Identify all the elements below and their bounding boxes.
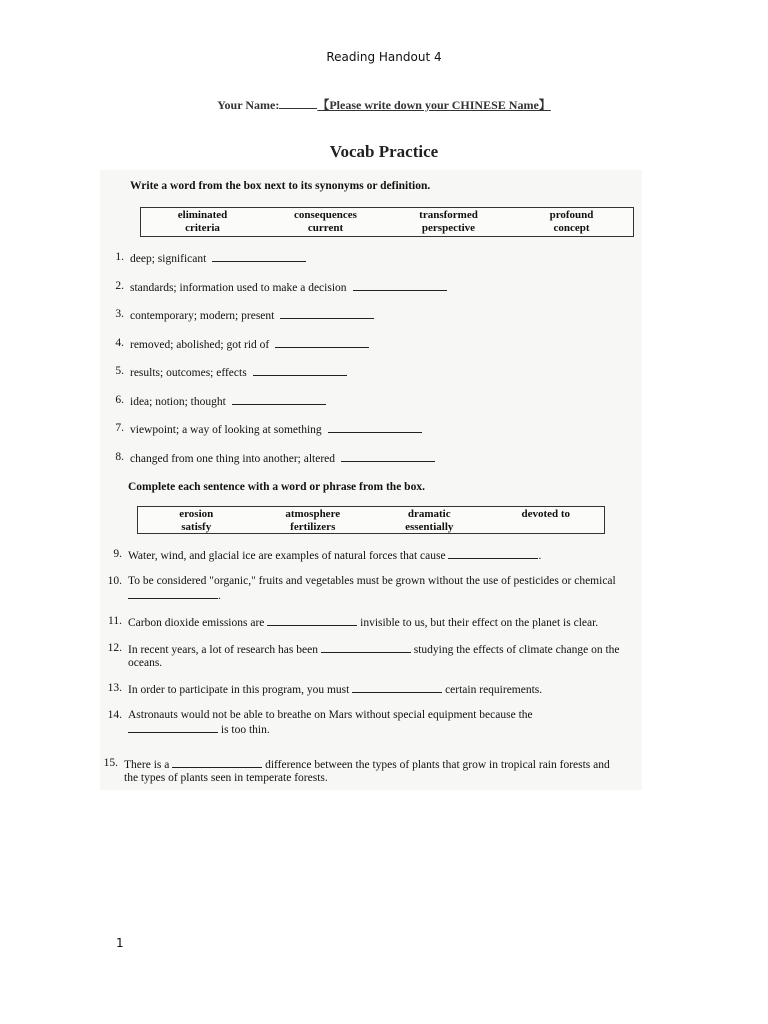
answer-blank[interactable] <box>353 280 447 291</box>
part1-instruction: Write a word from the box next to its synonyms or definition. <box>130 180 431 192</box>
list-item: 12. In recent years, a lot of research has been studying the effects of climate change on the oceans. <box>107 642 620 669</box>
answer-blank[interactable] <box>232 394 326 405</box>
answer-blank[interactable] <box>128 722 218 733</box>
word-box-cell: profound concept <box>549 209 594 234</box>
list-item: 3. contemporary; modern; present <box>130 308 374 323</box>
page-number: 1 <box>116 936 124 950</box>
word-box-cell: consequences current <box>294 209 357 234</box>
list-item: 14. Astronauts would not be able to breathe on Mars without special equipment because the is too thin. <box>107 709 533 736</box>
list-item: 9. Water, wind, and glacial ice are examples of natural forces that cause . <box>113 548 542 562</box>
part2-instruction: Complete each sentence with a word or phrase from the box. <box>128 481 425 493</box>
answer-blank[interactable] <box>352 682 442 693</box>
answer-blank[interactable] <box>128 588 218 599</box>
answer-blank[interactable] <box>280 308 374 319</box>
list-item: 2. standards; information used to make a decision <box>130 280 447 295</box>
list-item: 1. deep; significant <box>130 251 306 266</box>
word-box-2 <box>137 506 605 534</box>
word-box-1 <box>140 207 634 237</box>
list-item: 11. Carbon dioxide emissions are invisible to us, but their effect on the planet is clear. <box>108 615 599 629</box>
name-label: Your Name: <box>217 98 280 112</box>
answer-blank[interactable] <box>275 337 369 348</box>
word-box-cell: transformed perspective <box>419 209 478 234</box>
list-item: 10. To be considered "organic," fruits and vegetables must be grown without the use of pesticides or chemical . <box>107 575 616 602</box>
page-title: Vocab Practice <box>329 142 439 161</box>
name-blank[interactable] <box>279 108 317 109</box>
list-item: 13. In order to participate in this program, you must certain requirements. <box>107 682 543 696</box>
answer-blank[interactable] <box>212 251 306 262</box>
name-line <box>0 96 768 113</box>
answer-blank[interactable] <box>253 365 347 376</box>
list-item: 6. idea; notion; thought <box>130 394 326 409</box>
list-item: 15. There is a difference between the types of plants that grow in tropical rain forests and the types of plants seen in temperate forests. <box>103 757 610 784</box>
list-item: 7. viewpoint; a way of looking at something <box>130 422 422 437</box>
answer-blank[interactable] <box>321 642 411 653</box>
answer-blank[interactable] <box>341 451 435 462</box>
word-box-cell: atmosphere fertilizers <box>285 508 341 533</box>
list-item: 8. changed from one thing into another; altered <box>130 451 435 466</box>
word-box-cell: dramatic essentially <box>405 508 454 533</box>
name-hint: 【Please write down your CHINESE Name】 <box>317 98 551 112</box>
list-item: 4. removed; abolished; got rid of <box>130 337 369 352</box>
word-box-cell: erosion satisfy <box>179 508 214 533</box>
answer-blank[interactable] <box>172 757 262 768</box>
answer-blank[interactable] <box>267 615 357 626</box>
word-box-cell: devoted to <box>521 508 571 520</box>
list-item: 5. results; outcomes; effects <box>130 365 347 380</box>
answer-blank[interactable] <box>448 548 538 559</box>
word-box-cell: eliminated criteria <box>177 209 228 234</box>
header-title: Reading Handout 4 <box>326 50 442 64</box>
answer-blank[interactable] <box>328 422 422 433</box>
